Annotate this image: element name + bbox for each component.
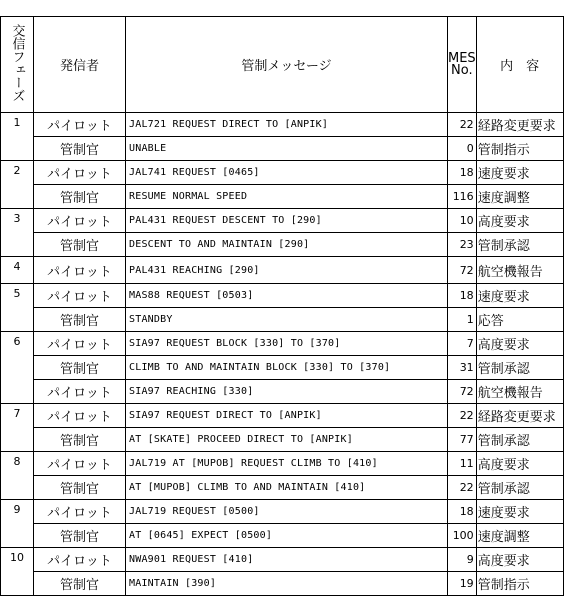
content-cell: 高度要求	[476, 209, 563, 233]
header-mes-no	[448, 17, 477, 113]
content-cell: 高度要求	[476, 548, 563, 572]
content-cell: 管制指示	[476, 137, 563, 161]
mes-no-cell: 72	[448, 257, 477, 284]
header-message: 管制メッセージ	[126, 17, 448, 113]
content-cell: 管制承認	[476, 476, 563, 500]
phase-cell: 1	[1, 113, 34, 161]
table-row	[1, 524, 564, 548]
phase-cell: 4	[1, 257, 34, 284]
sender-cell: パイロット	[34, 113, 126, 137]
phase-cell: 6	[1, 332, 34, 404]
mes-no-cell: 1	[448, 308, 477, 332]
mes-no-cell: 10	[448, 209, 477, 233]
header-sender: 発信者	[34, 17, 126, 113]
content-cell: 管制承認	[476, 233, 563, 257]
table-row	[1, 452, 564, 476]
content-cell: 速度調整	[476, 524, 563, 548]
mes-no-cell: 9	[448, 548, 477, 572]
content-cell: 速度要求	[476, 500, 563, 524]
content-cell: 管制指示	[476, 572, 563, 596]
table-row	[1, 380, 564, 404]
message-table	[0, 16, 564, 596]
message-cell: DESCENT TO AND MAINTAIN [290]	[126, 233, 448, 257]
content-cell: 高度要求	[476, 452, 563, 476]
header-content: 内 容	[476, 17, 563, 113]
table-row	[1, 476, 564, 500]
mes-no-cell: 18	[448, 500, 477, 524]
message-cell: MAINTAIN [390]	[126, 572, 448, 596]
sender-cell: パイロット	[34, 500, 126, 524]
phase-cell: 10	[1, 548, 34, 596]
sender-cell: 管制官	[34, 308, 126, 332]
mes-no-cell: 116	[448, 185, 477, 209]
sender-cell: 管制官	[34, 428, 126, 452]
message-cell: MAS88 REQUEST [0503]	[126, 284, 448, 308]
table-row	[1, 572, 564, 596]
phase-cell: 3	[1, 209, 34, 257]
message-cell: CLIMB TO AND MAINTAIN BLOCK [330] TO [370]	[126, 356, 448, 380]
content-cell: 航空機報告	[476, 257, 563, 284]
mes-no-cell: 72	[448, 380, 477, 404]
sender-cell: 管制官	[34, 356, 126, 380]
mes-no-cell: 77	[448, 428, 477, 452]
table-row	[1, 185, 564, 209]
message-cell: SIA97 REQUEST BLOCK [330] TO [370]	[126, 332, 448, 356]
mes-no-cell: 31	[448, 356, 477, 380]
sender-cell: 管制官	[34, 476, 126, 500]
mes-no-cell: 19	[448, 572, 477, 596]
table-row	[1, 137, 564, 161]
message-cell: JAL741 REQUEST [0465]	[126, 161, 448, 185]
sender-cell: パイロット	[34, 284, 126, 308]
phase-cell: 5	[1, 284, 34, 332]
sender-cell: パイロット	[34, 257, 126, 284]
sender-cell: 管制官	[34, 137, 126, 161]
mes-no-cell: 18	[448, 161, 477, 185]
message-cell: JAL721 REQUEST DIRECT TO [ANPIK]	[126, 113, 448, 137]
content-cell: 速度調整	[476, 185, 563, 209]
sender-cell: パイロット	[34, 404, 126, 428]
sender-cell: パイロット	[34, 209, 126, 233]
table-row	[1, 284, 564, 308]
content-cell: 応答	[476, 308, 563, 332]
table-row	[1, 332, 564, 356]
message-cell: NWA901 REQUEST [410]	[126, 548, 448, 572]
content-cell: 管制承認	[476, 428, 563, 452]
mes-no-cell: 22	[448, 404, 477, 428]
phase-cell: 7	[1, 404, 34, 452]
message-cell: STANDBY	[126, 308, 448, 332]
table-row	[1, 161, 564, 185]
phase-cell: 9	[1, 500, 34, 548]
header-phase-label: 交信フェーズ	[9, 23, 25, 102]
content-cell: 速度要求	[476, 284, 563, 308]
header-phase	[1, 17, 34, 113]
sender-cell: パイロット	[34, 161, 126, 185]
header-mes-no-label: MES No.	[448, 50, 476, 78]
table-row	[1, 404, 564, 428]
mes-no-cell: 11	[448, 452, 477, 476]
sender-cell: 管制官	[34, 524, 126, 548]
mes-no-cell: 100	[448, 524, 477, 548]
content-cell: 管制承認	[476, 356, 563, 380]
table-row	[1, 500, 564, 524]
message-cell: JAL719 REQUEST [0500]	[126, 500, 448, 524]
table-row	[1, 428, 564, 452]
sender-cell: パイロット	[34, 548, 126, 572]
mes-no-cell: 23	[448, 233, 477, 257]
message-cell: PAL431 REACHING [290]	[126, 257, 448, 284]
table-row	[1, 257, 564, 284]
phase-cell: 8	[1, 452, 34, 500]
table-row	[1, 356, 564, 380]
mes-no-cell: 18	[448, 284, 477, 308]
message-cell: SIA97 REACHING [330]	[126, 380, 448, 404]
mes-no-cell: 22	[448, 476, 477, 500]
message-cell: JAL719 AT [MUPOB] REQUEST CLIMB TO [410]	[126, 452, 448, 476]
table-row	[1, 548, 564, 572]
table-row	[1, 209, 564, 233]
header-row	[1, 17, 564, 113]
sender-cell: パイロット	[34, 452, 126, 476]
phase-cell: 2	[1, 161, 34, 209]
content-cell: 高度要求	[476, 332, 563, 356]
sender-cell: パイロット	[34, 380, 126, 404]
message-cell: PAL431 REQUEST DESCENT TO [290]	[126, 209, 448, 233]
table-row	[1, 308, 564, 332]
message-cell: RESUME NORMAL SPEED	[126, 185, 448, 209]
content-cell: 経路変更要求	[476, 404, 563, 428]
table-row	[1, 113, 564, 137]
content-cell: 航空機報告	[476, 380, 563, 404]
message-cell: UNABLE	[126, 137, 448, 161]
message-cell: AT [0645] EXPECT [0500]	[126, 524, 448, 548]
mes-no-cell: 0	[448, 137, 477, 161]
sender-cell: 管制官	[34, 185, 126, 209]
sender-cell: 管制官	[34, 233, 126, 257]
content-cell: 経路変更要求	[476, 113, 563, 137]
table-row	[1, 233, 564, 257]
mes-no-cell: 7	[448, 332, 477, 356]
content-cell: 速度要求	[476, 161, 563, 185]
sender-cell: パイロット	[34, 332, 126, 356]
message-cell: SIA97 REQUEST DIRECT TO [ANPIK]	[126, 404, 448, 428]
mes-no-cell: 22	[448, 113, 477, 137]
message-cell: AT [SKATE] PROCEED DIRECT TO [ANPIK]	[126, 428, 448, 452]
table-body	[1, 113, 564, 596]
message-cell: AT [MUPOB] CLIMB TO AND MAINTAIN [410]	[126, 476, 448, 500]
sender-cell: 管制官	[34, 572, 126, 596]
